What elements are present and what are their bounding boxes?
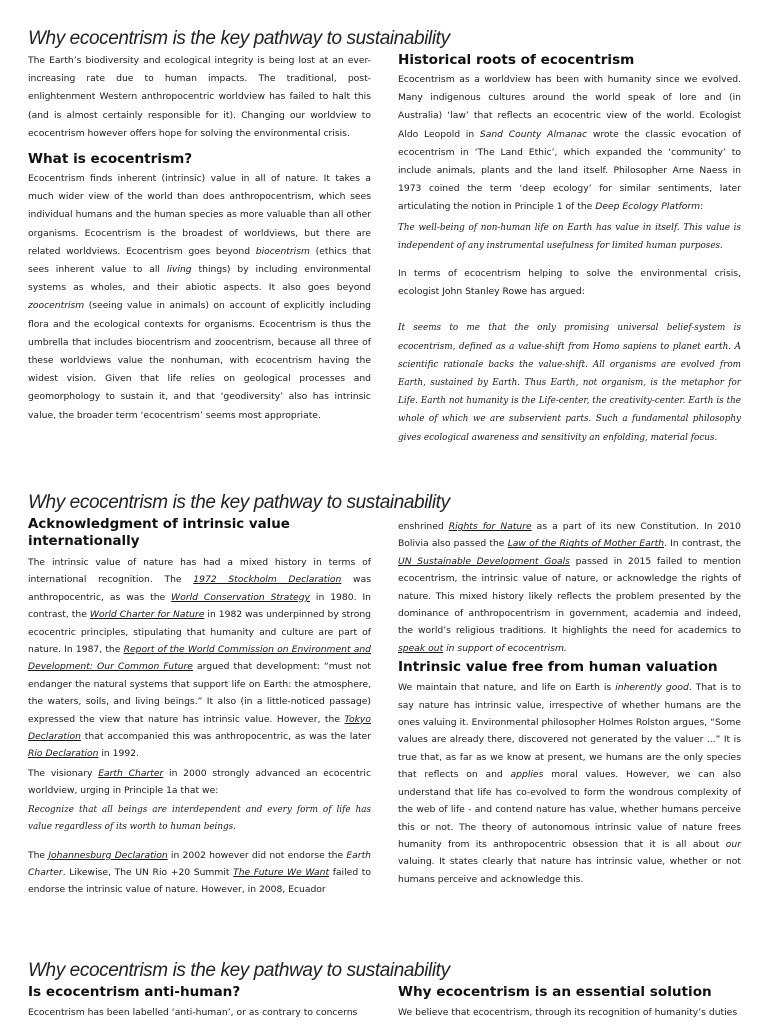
section-heading-anti-human: Is ecocentrism anti-human? (28, 984, 241, 1000)
text-run: . Likewise, The UN Rio +20 Summit (62, 866, 234, 878)
text-run: Ecocentrism as a worldview has been with humanity since we evolved. Many indigenous cultures around the world speak of lore and (in Australia) ‘law’ that reflects an ecocentric view of the world. Ecologist Aldo Leopold in (398, 74, 741, 140)
earth-charter-quote: Recognize that all beings are interdependent and every form of life has value regardless of its worth to human beings. (28, 804, 371, 833)
what-is-ecocentrism-paragraph (28, 170, 371, 425)
text-run: moral values. However, we can also understand that life has co-evolved to form the wondrous complexity of the web of life - and contend nature has value, whether humans perceive this or not. The theory of autonomous intrinsic value of nature frees humanity from its anthropocentric obsession that it is all about (398, 769, 741, 850)
link-our-common-future[interactable]: Report of the World Commission on Environment and Development: Our Common Future (28, 644, 372, 673)
link-earth-charter[interactable]: Earth Charter (98, 767, 164, 779)
text-run: argued that development: “must not endanger the natural systems that support life on Earth: the atmosphere, the waters, soils, and living beings.” It also (in a little-noticed passage) expressed the view that nature has intrinsic value. However, the (28, 661, 371, 725)
section-heading-what-is-ecocentrism: What is ecocentrism? (28, 151, 193, 168)
section-heading-historical-roots: Historical roots of ecocentrism (398, 52, 635, 68)
term-inherently-good: inherently good (615, 682, 689, 694)
page-title: Why ecocentrism is the key pathway to sustainability (28, 492, 450, 513)
text-run: (seeing value in animals) on account of explicitly including flora and the ecological contexts for organisms. Ecocentrism is thus the umbrella that includes biocentrism and zoocentrism, because all three of these worldviews value the nonhuman, with ecocentrism having the widest vision. Given that life relies on geological processes and geomorphology to sustain it, and that ‘geodiversity’ also has intrinsic value, the broader term ‘ecocentrism’ seems most appropriate. (28, 300, 371, 421)
anti-human-paragraph: Ecocentrism has been labelled ‘anti-human’, or as contrary to concerns (28, 1007, 358, 1018)
link-stockholm-declaration[interactable]: 1972 Stockholm Declaration (193, 574, 342, 586)
term-applies: applies (510, 769, 544, 781)
text-run: that accompanied this was anthropocentric, as was the later (80, 731, 371, 743)
section-heading-essential-solution: Why ecocentrism is an essential solution (398, 984, 712, 1000)
text-run: passed in 2015 failed to mention ecocentrism, the intrinsic value of nature, or acknowledge the rights of nature. This mixed history likely reflects the problem presented by the dominance of anthropocentrism in government, academia and indeed, the world’s religious traditions. It highlights the need for academics to (398, 555, 741, 637)
rowe-intro-paragraph: In terms of ecocentrism helping to solve the environmental crisis, ecologist John Stanley Rowe has argued: (398, 268, 741, 298)
earth-charter-paragraph (28, 765, 371, 800)
historical-roots-paragraph (398, 71, 741, 217)
acknowledgment-paragraph (28, 554, 371, 763)
left-column (28, 984, 371, 1024)
intrinsic-value-paragraph (398, 679, 741, 888)
link-un-sdgs[interactable]: UN Sustainable Development Goals (398, 555, 570, 567)
term-living: living (166, 264, 192, 276)
essential-solution-paragraph: We believe that ecocentrism, through its recognition of humanity’s duties (398, 1007, 738, 1018)
rowe-quote: It seems to me that the only promising universal belief-system is ecocentrism, defined as a value-shift from Homo sapiens to planet earth. A scientific rationale backs the value-shift. All organisms are evolved from Earth, sustained by Earth. Thus Earth, not organism, is the metaphor for Life. Earth not humanity is the Life-center, the creativity-center. Earth is the whole of which we are subservient parts. Such a fundamental philosophy gives ecological awareness and sensitivity an enfolding, material focus. (398, 323, 741, 443)
text-run: as a part of its new Constitution. In 2010 Bolivia also passed the (398, 521, 741, 550)
text-run: : (700, 201, 704, 213)
link-rio-declaration[interactable]: Rio Declaration (28, 748, 99, 760)
right-column (398, 52, 741, 449)
link-world-charter-for-nature[interactable]: World Charter for Nature (89, 609, 205, 621)
link-rights-for-nature[interactable]: Rights for Nature (448, 521, 532, 532)
earth-charter-italic: Earth Charter (28, 849, 371, 878)
rights-of-nature-paragraph (398, 518, 741, 657)
text-run: in 1980. In contrast, the (28, 591, 371, 621)
text-run: . That is to say nature has intrinsic value, irrespective of whether humans are the ones valuing it. Environmental philosopher Holmes Rolston argues, “Some values are already there, discovered not generated by the valuer ...” It is true that, as far as we know at present, we humans are the only species that reflects on and (398, 682, 741, 781)
text-run: in 1992. (98, 748, 139, 760)
page-title: Why ecocentrism is the key pathway to sustainability (28, 960, 450, 981)
text-run: in 2002 however did not endorse the (167, 849, 347, 861)
text-run: in 2000 strongly advanced an ecocentric worldview, urging in Principle 1a that we: (28, 767, 371, 797)
link-speak-out[interactable]: speak out (398, 642, 444, 654)
platform-title: Deep Ecology Platform (595, 201, 701, 213)
page-3 (0, 952, 768, 1024)
left-column (28, 516, 371, 901)
link-tokyo-declaration[interactable]: Tokyo Declaration (28, 713, 371, 743)
text-run: The intrinsic value of nature has had a mixed history in terms of international recognition. The (28, 557, 371, 586)
text-run: The (28, 849, 49, 861)
page-1 (0, 0, 768, 470)
text-run: valuing. It states clearly that nature has intrinsic value, whether or not humans perceive and acknowledge this. (398, 856, 741, 885)
page-title: Why ecocentrism is the key pathway to sustainability (28, 28, 450, 49)
text-run: (ethics that sees inherent value to all (28, 245, 371, 276)
text-run: was anthropocentric, as was the (28, 574, 371, 603)
section-heading-intrinsic-value: Intrinsic value free from human valuation (398, 659, 718, 676)
right-column (398, 984, 741, 1024)
section-heading-acknowledgment: Acknowledgment of intrinsic value internationally (28, 517, 290, 549)
link-law-of-mother-earth[interactable]: Law of the Rights of Mother Earth (507, 538, 665, 550)
text-run: enshrined (398, 521, 449, 532)
link-world-conservation-strategy[interactable]: World Conservation Strategy (171, 591, 310, 603)
intro-paragraph: The Earth’s biodiversity and ecological integrity is being lost at an ever-increasing rate due to human impacts. The traditional, post-enlightenment Western anthropocentric worldview has failed to halt this (and is almost certainly responsible for it). Changing our worldview to ecocentrism however offers hope for solving the environmental crisis. (28, 55, 371, 139)
text-run: . In contrast, the (664, 538, 741, 550)
text-run: failed to endorse the intrinsic value of nature. However, in 2008, Ecuador (28, 866, 372, 896)
text-run: The visionary (28, 767, 99, 779)
link-the-future-we-want[interactable]: The Future We Want (233, 866, 330, 878)
johannesburg-paragraph (28, 847, 371, 899)
text-run: wrote the classic evocation of ecocentrism in ‘The Land Ethic’, which expanded the ‘community’ to include animals, plants and the land itself. Philosopher Arne Naess in 1973 coined the term ‘deep ecology’ for similar sentiments, later articulating the notion in Principle 1 of the (398, 128, 741, 213)
term-our: our (725, 838, 741, 850)
book-title: Sand County Almanac (479, 128, 588, 140)
left-column (28, 52, 371, 427)
link-johannesburg-declaration[interactable]: Johannesburg Declaration (48, 849, 168, 861)
text-run: Ecocentrism finds inherent (intrinsic) value in all of nature. It takes a much wider view of the world than does anthropocentrism, which sees individual humans and the human species as more valuable than all other organisms. Ecocentrism is the broadest of worldviews, but there are related worldviews. Ecocentrism goes beyond (28, 173, 371, 257)
deep-ecology-quote: The well-being of non-human life on Earth has value in itself. This value is independent of any instrumental usefulness for limited human purposes. (398, 222, 741, 251)
page-2 (0, 482, 768, 952)
right-column (398, 518, 741, 890)
term-biocentrism: biocentrism (255, 245, 310, 257)
text-run: in 1982 was underpinned by strong ecocentric principles, stipulating that humanity and culture are part of nature. In 1987, the (28, 609, 372, 656)
text-run: in support of ecocentrism. (443, 642, 567, 654)
term-zoocentrism: zoocentrism (28, 300, 85, 312)
text-run: We maintain that nature, and life on Earth is (398, 682, 616, 694)
text-run: things) by including environmental systems as wholes, and their abiotic aspects. It also goes beyond (28, 264, 371, 294)
